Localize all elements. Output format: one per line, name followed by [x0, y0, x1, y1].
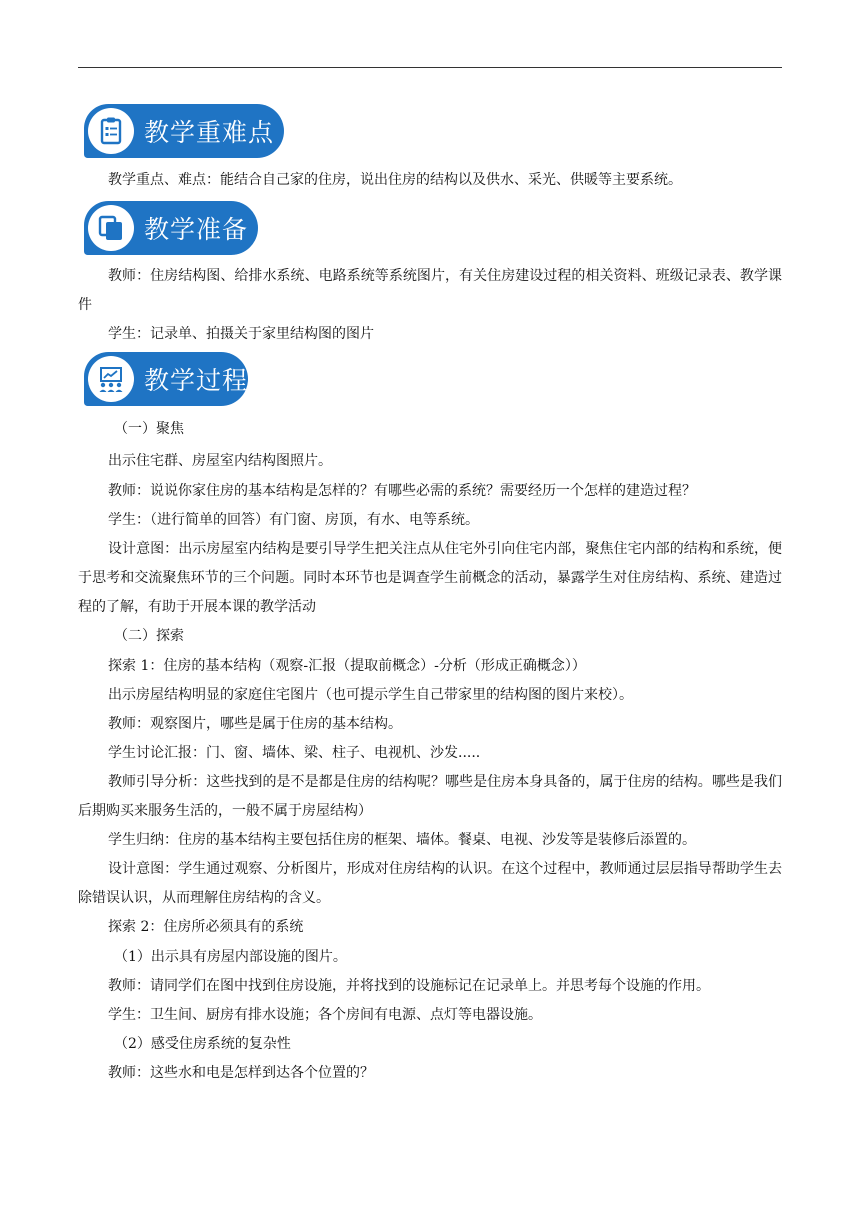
- process-paragraph: 探索 2：住房所必须具有的系统: [108, 919, 304, 935]
- process-paragraph: 教师：这些水和电是怎样到达各个位置的？: [108, 1065, 374, 1081]
- process-heading-focus: （一）聚焦: [114, 421, 184, 437]
- section-title: 教学准备: [144, 215, 249, 244]
- process-paragraph: 学生：卫生间、厨房有排水设施；各个房间有电源、点灯等电器设施。: [108, 1007, 542, 1023]
- process-paragraph: 教师：观察图片，哪些是属于住房的基本结构。: [108, 716, 402, 732]
- process-paragraph: （2）感受住房系统的复杂性: [114, 1036, 291, 1052]
- process-paragraph: 学生：（进行简单的回答）有门窗、房顶，有水、电等系统。: [108, 512, 479, 528]
- difficulty-text: 教学重点、难点：能结合自己家的住房，说出住房的结构以及供水、采光、供暖等主要系统。: [108, 172, 682, 188]
- section-banner-process: [84, 352, 248, 406]
- preparation-student-text: 学生：记录单、拍摄关于家里结构图的图片: [108, 326, 374, 342]
- section-banner-preparation: [84, 201, 258, 255]
- process-paragraph: 出示房屋结构明显的家庭住宅图片（也可提示学生自己带家里的结构图的图片来校）。: [108, 687, 633, 703]
- process-paragraph: 教师：请同学们在图中找到住房设施，并将找到的设施标记在记录单上。并思考每个设施的作用。: [108, 978, 710, 994]
- presentation-icon: [88, 356, 134, 402]
- header-rule: [78, 67, 782, 68]
- section-title: 教学过程: [144, 366, 249, 395]
- process-paragraph: 设计意图：学生通过观察、分析图片，形成对住房结构的认识。在这个过程中，教师通过层层指导帮助学生去除错误认识，从而理解住房结构的含义。: [78, 861, 782, 906]
- process-paragraph: 设计意图：出示房屋室内结构是要引导学生把关注点从住宅外引向住宅内部，聚焦住宅内部的结构和系统，便于思考和交流聚焦环节的三个问题。同时本环节也是调查学生前概念的活动，暴露学生对住房结构、系统、建造过程的了解，有助于开展本课的教学活动: [78, 541, 782, 615]
- process-paragraph: 教师：说说你家住房的基本结构是怎样的？有哪些必需的系统？需要经历一个怎样的建造过程？: [108, 483, 696, 499]
- documents-icon: [88, 205, 134, 251]
- process-paragraph: 出示住宅群、房屋室内结构图照片。: [108, 453, 332, 469]
- process-heading-explore: （二）探索: [114, 628, 184, 644]
- clipboard-icon: [88, 108, 134, 154]
- process-paragraph: 教师引导分析：这些找到的是不是都是住房的结构呢？哪些是住房本身具备的，属于住房的结构。哪些是我们后期购买来服务生活的，一般不属于房屋结构）: [78, 774, 782, 819]
- preparation-teacher-text: 教师：住房结构图、给排水系统、电路系统等系统图片，有关住房建设过程的相关资料、班级记录表、教学课件: [78, 268, 782, 313]
- section-banner-difficulty: [84, 104, 284, 158]
- process-paragraph: 学生归纳：住房的基本结构主要包括住房的框架、墙体。餐桌、电视、沙发等是装修后添置的。: [108, 832, 696, 848]
- process-paragraph: 探索 1：住房的基本结构（观察-汇报（提取前概念）-分析（形成正确概念））: [108, 658, 586, 674]
- section-title: 教学重难点: [144, 118, 275, 147]
- process-paragraph: （1）出示具有房屋内部设施的图片。: [114, 949, 347, 965]
- process-paragraph: 学生讨论汇报：门、窗、墙体、梁、柱子、电视机、沙发.....: [108, 745, 481, 761]
